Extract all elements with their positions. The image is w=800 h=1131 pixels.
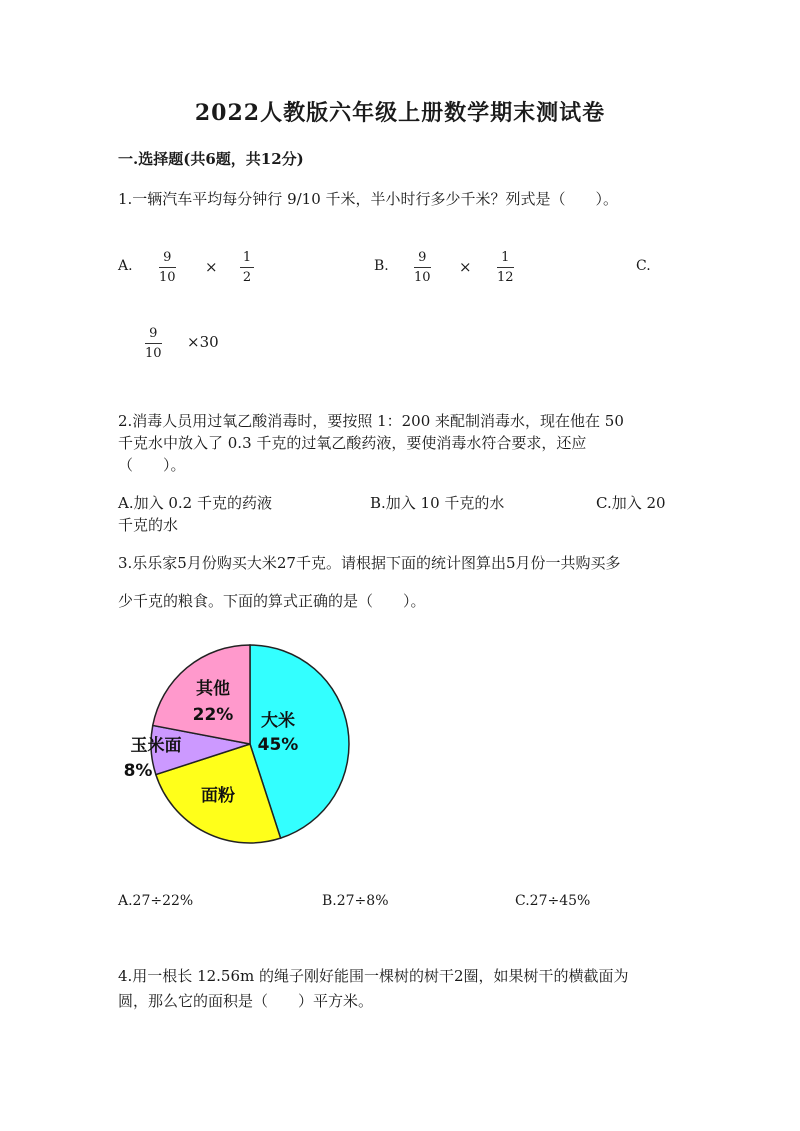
denominator: 2 — [242, 270, 252, 285]
q3-option-c: C.27÷45% — [515, 893, 591, 909]
slice-label-other-percent: 22% — [192, 705, 234, 725]
denominator: 10 — [145, 346, 162, 361]
q3-line-2: 少千克的粮食。下面的算式正确的是（ ）。 — [118, 592, 426, 610]
numerator: 1 — [242, 250, 252, 265]
page-title: 2022人教版六年级上册数学期末测试卷 — [194, 100, 606, 126]
grain-pie-chart — [118, 640, 368, 860]
q4-line-1: 4.用一根长 12.56m 的绳子刚好能围一棵树的树干2圈，如果树干的横截面为 — [118, 967, 629, 985]
times-symbol: × — [459, 258, 472, 276]
q2-option-c: C.加入 20 — [596, 494, 666, 512]
numerator: 9 — [418, 250, 427, 265]
q1-option-a-fraction-1 — [159, 250, 176, 285]
slice-label-flour-name: 面粉 — [201, 786, 235, 806]
q2-option-a: A.加入 0.2 千克的药液 — [118, 494, 272, 512]
denominator: 10 — [414, 270, 431, 285]
q2-line-1: 2.消毒人员用过氧乙酸消毒时，要按照 1：200 来配制消毒水，现在他在 50 — [118, 412, 624, 430]
q1-option-c-label: C. — [636, 258, 651, 274]
q1-option-a-label: A. — [118, 258, 133, 274]
q1-option-a-fraction-2 — [240, 250, 254, 285]
q1-option-c-tail: ×30 — [187, 333, 219, 351]
q2-line-2: 千克水中放入了 0.3 千克的过氧乙酸药液，要使消毒水符合要求，还应 — [118, 434, 587, 452]
q4-line-2: 圆，那么它的面积是（ ）平方米。 — [118, 992, 374, 1010]
q2-option-c-continued: 千克的水 — [118, 516, 179, 534]
q1-text: 1.一辆汽车平均每分钟行 9/10 千米，半小时行多少千米？列式是（ ）。 — [118, 190, 619, 208]
q2-option-b: B.加入 10 千克的水 — [370, 494, 505, 512]
q2-line-3: （ ）。 — [118, 456, 186, 474]
slice-label-other-name: 其他 — [196, 679, 230, 699]
q3-option-b: B.27÷8% — [322, 893, 389, 909]
q1-option-b-label: B. — [374, 258, 389, 274]
denominator: 12 — [497, 270, 514, 285]
section-heading: 一.选择题(共6题，共12分) — [118, 150, 304, 168]
numerator: 9 — [149, 326, 158, 341]
slice-label-rice-name: 大米 — [261, 711, 295, 731]
q1-option-c-fraction — [145, 326, 162, 361]
numerator: 1 — [501, 250, 510, 265]
q3-option-a: A.27÷22% — [118, 893, 194, 909]
slice-label-corn-name: 玉米面 — [130, 736, 182, 756]
q1-option-b-fraction-2 — [497, 250, 514, 285]
times-symbol: × — [205, 258, 218, 276]
q1-option-b-fraction-1 — [414, 250, 431, 285]
q3-line-1: 3.乐乐家5月份购买大米27千克。请根据下面的统计图算出5月份一共购买多 — [118, 554, 621, 572]
slice-label-corn-percent: 8% — [123, 761, 153, 781]
slice-label-rice-percent: 45% — [257, 735, 299, 755]
denominator: 10 — [159, 270, 176, 285]
numerator: 9 — [163, 250, 172, 265]
